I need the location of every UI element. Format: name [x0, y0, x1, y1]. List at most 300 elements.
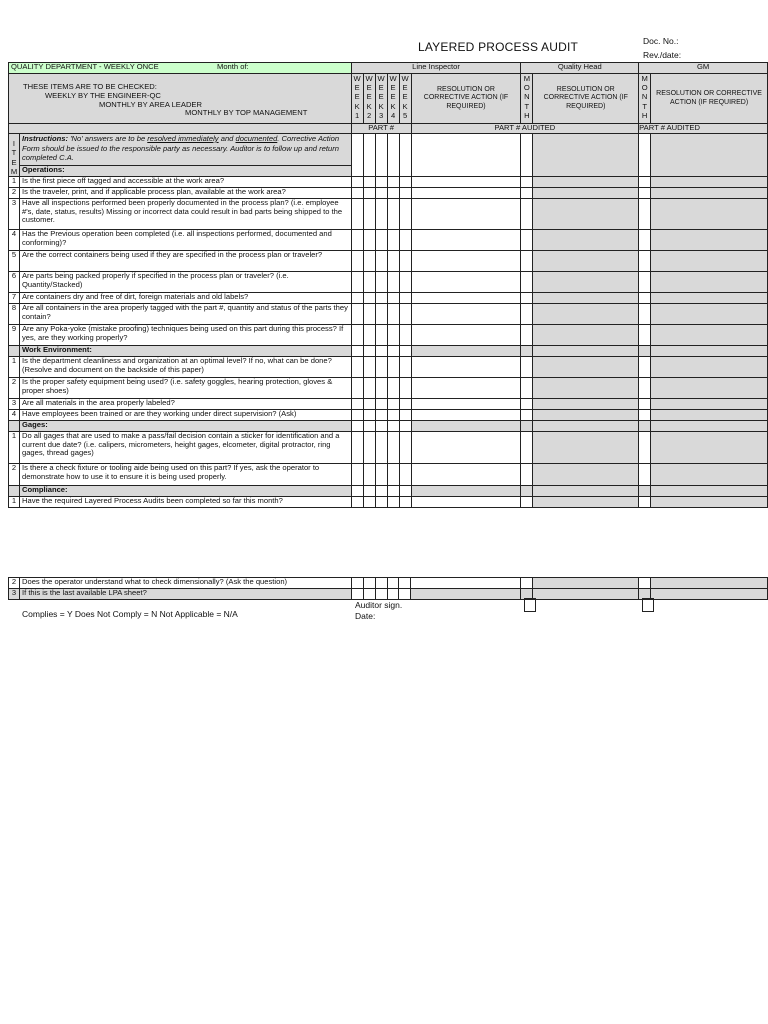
resolution-cell-3[interactable] [651, 304, 768, 325]
month-cell-1[interactable] [521, 177, 533, 188]
header-letter: K [378, 101, 384, 111]
month-cell-2[interactable] [639, 421, 651, 432]
month-cell-1[interactable] [521, 421, 533, 432]
week-4-cell[interactable] [387, 410, 399, 421]
resolution-cell-2[interactable] [533, 346, 639, 357]
header-letter: K [402, 101, 408, 111]
month-cell-2[interactable] [639, 432, 651, 464]
month-cell-1[interactable] [521, 399, 533, 410]
resolution-cell-3[interactable] [651, 134, 768, 177]
week-4-cell[interactable] [387, 325, 399, 346]
part-label-blank [9, 124, 352, 134]
week-1-cell[interactable] [351, 421, 363, 432]
header-letter: T [642, 101, 647, 111]
month-cell-2[interactable] [639, 464, 651, 486]
resolution-cell-3[interactable] [651, 346, 768, 357]
week-2-cell[interactable] [363, 199, 375, 230]
week-1-cell[interactable] [351, 378, 363, 399]
month-cell-2[interactable] [639, 251, 651, 272]
week-2-cell[interactable] [363, 578, 375, 589]
question-row [9, 199, 768, 230]
week-2-cell[interactable] [363, 293, 375, 304]
question-text: Are any Poka-yoke (mistake proofing) techniques being used on this part during this process? If yes, are they working properly? [19, 325, 351, 346]
resolution-cell-3[interactable] [651, 293, 768, 304]
month-header-1 [521, 74, 533, 124]
week-1-cell[interactable] [351, 230, 363, 251]
question-row [9, 272, 768, 293]
question-text: Is the first piece off tagged and accessible at the work area? [19, 177, 351, 188]
week-1-cell[interactable] [351, 357, 363, 378]
question-row [9, 325, 768, 346]
question-text: Are the correct containers being used if they are specified in the process plan or traveler? [19, 251, 351, 272]
resolution-cell-2[interactable] [533, 486, 639, 497]
week-5-cell[interactable] [399, 346, 411, 357]
resolution-cell-2[interactable] [533, 188, 639, 199]
resolution-cell-2[interactable] [533, 230, 639, 251]
auditor-sign-label: Auditor sign. [355, 600, 403, 610]
auditor-sign-box-quality[interactable] [524, 598, 536, 612]
week-5-cell[interactable] [399, 134, 411, 177]
question-text: Has the Previous operation been completed (i.e. all inspections performed, documented and conforming)? [19, 230, 351, 251]
resolution-cell-1[interactable] [411, 497, 521, 508]
instructions-row [9, 134, 768, 166]
week-2-cell[interactable] [363, 464, 375, 486]
week-1-cell[interactable] [351, 497, 363, 508]
resolution-cell-2[interactable] [533, 199, 639, 230]
header-letter: W [365, 74, 373, 83]
week-2-cell[interactable] [363, 486, 375, 497]
resolution-cell-2[interactable] [533, 589, 639, 600]
resolution-cell-1[interactable] [411, 589, 521, 600]
month-cell-2[interactable] [639, 486, 651, 497]
week-5-cell[interactable] [399, 272, 411, 293]
resolution-cell-3[interactable] [651, 410, 768, 421]
week-4-cell[interactable] [387, 177, 399, 188]
resolution-cell-2[interactable] [533, 421, 639, 432]
resolution-cell-3[interactable] [651, 325, 768, 346]
week-3-cell[interactable] [375, 230, 387, 251]
instructions-resolved: resolved immediately [147, 134, 219, 143]
week-2-cell[interactable] [363, 346, 375, 357]
week-3-cell[interactable] [375, 325, 387, 346]
month-cell-2[interactable] [639, 134, 651, 177]
week-4-cell[interactable] [387, 421, 399, 432]
item-number: 1 [9, 357, 20, 378]
week-1-cell[interactable] [351, 578, 363, 589]
week-1-cell[interactable] [351, 304, 363, 325]
item-column-header [9, 134, 20, 177]
week-4-cell[interactable] [387, 272, 399, 293]
month-cell-1[interactable] [521, 134, 533, 177]
month-cell-1[interactable] [521, 346, 533, 357]
month-cell-2[interactable] [639, 199, 651, 230]
week-2-cell[interactable] [363, 325, 375, 346]
question-text: Is there a check fixture or tooling aide being used on this part? If yes, ask the operator to demonstrate how to use it to ensure it is being used properly. [19, 464, 351, 486]
header-letter: M [10, 166, 18, 176]
week-3-cell[interactable] [375, 272, 387, 293]
section-compliance-row [9, 486, 768, 497]
week-3-cell[interactable] [375, 497, 387, 508]
section-operations: Operations: [19, 166, 351, 177]
week-4-cell[interactable] [387, 199, 399, 230]
week-4-cell[interactable] [387, 134, 399, 177]
item-number [9, 346, 20, 357]
week-3-cell[interactable] [375, 378, 387, 399]
week-1-cell[interactable] [351, 199, 363, 230]
week-5-cell[interactable] [399, 432, 411, 464]
week-4-cell[interactable] [387, 304, 399, 325]
header-letter: E [366, 83, 372, 93]
month-cell-2[interactable] [639, 177, 651, 188]
question-text: If this is the last available LPA sheet? [19, 589, 351, 600]
week-1-cell[interactable] [351, 464, 363, 486]
month-cell-2[interactable] [639, 230, 651, 251]
header-letter: E [378, 92, 384, 102]
item-number [9, 486, 20, 497]
week-4-cell[interactable] [387, 432, 399, 464]
week-4-cell[interactable] [387, 464, 399, 486]
resolution-cell-1[interactable] [411, 432, 521, 464]
auditor-sign-box-gm[interactable] [642, 598, 654, 612]
week-2-cell[interactable] [363, 357, 375, 378]
month-cell-2[interactable] [639, 399, 651, 410]
part-audited-label-1: PART # AUDITED [411, 124, 639, 134]
question-row [9, 188, 768, 199]
header-letter: 5 [402, 110, 408, 120]
resolution-cell-1[interactable] [411, 486, 521, 497]
week-3-cell[interactable] [375, 578, 387, 589]
item-number [9, 421, 20, 432]
month-cell-2[interactable] [639, 357, 651, 378]
question-text: Are parts being packed properly if specified in the process plan or traveler? (i.e. Quantity/Stacked) [19, 272, 351, 293]
week-5-cell[interactable] [399, 464, 411, 486]
week-3-cell[interactable] [375, 293, 387, 304]
month-cell-2[interactable] [639, 293, 651, 304]
resolution-cell-1[interactable] [411, 346, 521, 357]
month-cell-1[interactable] [521, 486, 533, 497]
resolution-cell-1[interactable] [411, 410, 521, 421]
resolution-header-1: RESOLUTION OR CORRECTIVE ACTION (IF REQUIRED) [411, 74, 521, 124]
week-2-cell[interactable] [363, 272, 375, 293]
question-row [9, 304, 768, 325]
instructions-text-5: . Corrective Action Form should be issued to the responsible party as necessary. Auditor is to follow up and return completed C.A. [21, 134, 340, 162]
week-2-cell[interactable] [363, 134, 375, 177]
resolution-cell-3[interactable] [651, 251, 768, 272]
week-4-cell[interactable] [387, 399, 399, 410]
week-4-cell[interactable] [387, 378, 399, 399]
week-2-cell[interactable] [363, 378, 375, 399]
item-number: 1 [9, 432, 20, 464]
resolution-cell-3[interactable] [651, 464, 768, 486]
week-2-cell[interactable] [363, 410, 375, 421]
month-cell-1[interactable] [521, 325, 533, 346]
week-5-cell[interactable] [399, 497, 411, 508]
week-4-cell[interactable] [387, 497, 399, 508]
compliance-extra-table [8, 577, 768, 600]
week-3-cell[interactable] [375, 421, 387, 432]
check-line-1: THESE ITEMS ARE TO BE CHECKED: [23, 82, 157, 92]
month-cell-2[interactable] [639, 304, 651, 325]
resolution-cell-2[interactable] [533, 399, 639, 410]
week-5-cell[interactable] [399, 410, 411, 421]
question-text: Is the traveler, print, and if applicable process plan, available at the work area? [19, 188, 351, 199]
week-3-header [375, 74, 387, 124]
week-2-cell[interactable] [363, 589, 375, 600]
month-cell-1[interactable] [521, 497, 533, 508]
week-2-cell[interactable] [363, 177, 375, 188]
week-4-cell[interactable] [387, 293, 399, 304]
resolution-header-3: RESOLUTION OR CORRECTIVE ACTION (IF REQUIRED) [651, 74, 768, 124]
resolution-cell-3[interactable] [651, 378, 768, 399]
week-4-cell[interactable] [387, 251, 399, 272]
month-cell-1[interactable] [521, 199, 533, 230]
week-1-cell[interactable] [351, 589, 363, 600]
resolution-cell-3[interactable] [651, 497, 768, 508]
week-3-cell[interactable] [375, 188, 387, 199]
resolution-cell-1[interactable] [411, 464, 521, 486]
month-cell-2[interactable] [639, 410, 651, 421]
month-2-letters [639, 74, 650, 120]
week-3-cell[interactable] [375, 346, 387, 357]
month-cell-1[interactable] [521, 293, 533, 304]
column-header-row [9, 74, 768, 124]
resolution-cell-3[interactable] [651, 230, 768, 251]
week-1-cell[interactable] [351, 486, 363, 497]
week-2-cell[interactable] [363, 497, 375, 508]
section-gages-row [9, 421, 768, 432]
resolution-cell-1[interactable] [411, 251, 521, 272]
week-4-header [387, 74, 399, 124]
resolution-cell-1[interactable] [411, 378, 521, 399]
week-2-cell[interactable] [363, 230, 375, 251]
resolution-cell-3[interactable] [651, 357, 768, 378]
resolution-cell-3[interactable] [651, 199, 768, 230]
resolution-cell-2[interactable] [533, 378, 639, 399]
resolution-cell-1[interactable] [411, 188, 521, 199]
week-1-cell[interactable] [351, 432, 363, 464]
week-4-cell[interactable] [387, 589, 399, 600]
resolution-cell-2[interactable] [533, 432, 639, 464]
resolution-cell-3[interactable] [651, 188, 768, 199]
week-5-cell[interactable] [399, 325, 411, 346]
header-letter: H [641, 110, 648, 120]
department-label: QUALITY DEPARTMENT - WEEKLY ONCE [11, 62, 159, 71]
resolution-cell-1[interactable] [411, 177, 521, 188]
week-5-cell[interactable] [399, 177, 411, 188]
month-cell-2[interactable] [639, 188, 651, 199]
resolution-cell-1[interactable] [411, 230, 521, 251]
week-2-header [363, 74, 375, 124]
resolution-cell-1[interactable] [411, 199, 521, 230]
resolution-cell-3[interactable] [651, 486, 768, 497]
resolution-cell-1[interactable] [411, 578, 521, 589]
week-1-cell[interactable] [351, 272, 363, 293]
header-letter: 2 [367, 110, 372, 120]
item-number: 4 [9, 230, 20, 251]
legend-text: Complies = Y Does Not Comply = N Not Applicable = N/A [22, 609, 238, 619]
resolution-cell-2[interactable] [533, 497, 639, 508]
resolution-cell-2[interactable] [533, 410, 639, 421]
header-letter: M [641, 74, 648, 83]
doc-no-label: Doc. No.: [643, 36, 679, 46]
resolution-cell-3[interactable] [651, 399, 768, 410]
month-cell-2[interactable] [639, 272, 651, 293]
week-3-cell[interactable] [375, 177, 387, 188]
resolution-cell-3[interactable] [651, 432, 768, 464]
month-cell-1[interactable] [521, 357, 533, 378]
week-5-cell[interactable] [399, 251, 411, 272]
resolution-cell-1[interactable] [411, 421, 521, 432]
resolution-cell-3[interactable] [651, 177, 768, 188]
header-letter: T [11, 148, 17, 158]
month-cell-2[interactable] [639, 325, 651, 346]
month-cell-2[interactable] [639, 578, 651, 589]
question-row [9, 230, 768, 251]
month-cell-2[interactable] [639, 378, 651, 399]
resolution-cell-1[interactable] [411, 293, 521, 304]
resolution-cell-2[interactable] [533, 272, 639, 293]
instructions-cell [19, 134, 351, 166]
resolution-cell-1[interactable] [411, 134, 521, 177]
resolution-cell-1[interactable] [411, 325, 521, 346]
week-3-letters [376, 74, 387, 120]
resolution-cell-3[interactable] [651, 421, 768, 432]
question-text: Is the proper safety equipment being used? (i.e. safety goggles, hearing protection, gloves & proper shoes) [19, 378, 351, 399]
resolution-cell-2[interactable] [533, 251, 639, 272]
part-no-label: PART # [351, 124, 411, 134]
month-cell-1[interactable] [521, 464, 533, 486]
week-5-cell[interactable] [399, 486, 411, 497]
week-1-cell[interactable] [351, 346, 363, 357]
week-4-letters [388, 74, 399, 120]
question-row [9, 410, 768, 421]
week-3-cell[interactable] [375, 432, 387, 464]
section-work-environment-row [9, 346, 768, 357]
resolution-cell-3[interactable] [651, 272, 768, 293]
week-5-cell[interactable] [399, 188, 411, 199]
question-text: Have all inspections performed been properly documented in the process plan? (i.e. employee #'s, date, status, results) Missing or incorrect data could result in bad parts being shipped to the customer. [19, 199, 351, 230]
header-letter: 4 [390, 110, 396, 120]
month-cell-2[interactable] [639, 497, 651, 508]
week-2-cell[interactable] [363, 399, 375, 410]
resolution-cell-3[interactable] [651, 589, 768, 600]
week-5-cell[interactable] [399, 578, 411, 589]
header-letter: 3 [378, 110, 384, 120]
month-cell-1[interactable] [521, 230, 533, 251]
week-3-cell[interactable] [375, 486, 387, 497]
week-3-cell[interactable] [375, 589, 387, 600]
week-3-cell[interactable] [375, 399, 387, 410]
question-row [9, 251, 768, 272]
header-letter: H [524, 110, 530, 120]
week-4-cell[interactable] [387, 188, 399, 199]
week-3-cell[interactable] [375, 199, 387, 230]
item-number: 2 [9, 464, 20, 486]
week-1-cell[interactable] [351, 293, 363, 304]
week-2-cell[interactable] [363, 188, 375, 199]
week-1-cell[interactable] [351, 399, 363, 410]
week-3-cell[interactable] [375, 410, 387, 421]
resolution-cell-2[interactable] [533, 134, 639, 177]
resolution-cell-3[interactable] [651, 578, 768, 589]
week-5-cell[interactable] [399, 230, 411, 251]
resolution-cell-2[interactable] [533, 293, 639, 304]
month-cell-1[interactable] [521, 378, 533, 399]
month-cell-1[interactable] [521, 251, 533, 272]
week-3-cell[interactable] [375, 251, 387, 272]
week-1-cell[interactable] [351, 134, 363, 177]
week-4-cell[interactable] [387, 486, 399, 497]
week-4-cell[interactable] [387, 346, 399, 357]
resolution-cell-2[interactable] [533, 177, 639, 188]
month-cell-1[interactable] [521, 188, 533, 199]
week-5-cell[interactable] [399, 378, 411, 399]
week-5-cell[interactable] [399, 421, 411, 432]
week-3-cell[interactable] [375, 357, 387, 378]
week-2-cell[interactable] [363, 421, 375, 432]
date-label: Date: [355, 611, 376, 621]
question-row [9, 357, 768, 378]
week-1-cell[interactable] [351, 188, 363, 199]
week-1-cell[interactable] [351, 177, 363, 188]
header-letter: W [353, 74, 361, 83]
month-1-letters [521, 74, 532, 120]
resolution-cell-2[interactable] [533, 357, 639, 378]
resolution-cell-1[interactable] [411, 304, 521, 325]
week-5-cell[interactable] [399, 589, 411, 600]
week-3-cell[interactable] [375, 464, 387, 486]
resolution-cell-2[interactable] [533, 578, 639, 589]
resolution-cell-1[interactable] [411, 357, 521, 378]
week-2-cell[interactable] [363, 304, 375, 325]
week-5-cell[interactable] [399, 199, 411, 230]
header-letter: 1 [355, 110, 360, 120]
check-line-2: WEEKLY BY THE ENGINEER-QC [45, 90, 161, 100]
week-5-cell[interactable] [399, 399, 411, 410]
week-5-cell[interactable] [399, 357, 411, 378]
week-2-cell[interactable] [363, 432, 375, 464]
week-4-cell[interactable] [387, 357, 399, 378]
question-row [9, 378, 768, 399]
week-2-letters [364, 74, 375, 120]
month-cell-1[interactable] [521, 272, 533, 293]
resolution-cell-1[interactable] [411, 399, 521, 410]
week-5-cell[interactable] [399, 304, 411, 325]
week-5-cell[interactable] [399, 293, 411, 304]
month-cell-2[interactable] [639, 346, 651, 357]
resolution-cell-2[interactable] [533, 464, 639, 486]
week-1-cell[interactable] [351, 410, 363, 421]
header-letter: W [401, 74, 409, 83]
item-number: 8 [9, 304, 20, 325]
month-cell-1[interactable] [521, 304, 533, 325]
question-text: Are all materials in the area properly labeled? [19, 399, 351, 410]
week-3-cell[interactable] [375, 134, 387, 177]
resolution-cell-1[interactable] [411, 272, 521, 293]
week-1-cell[interactable] [351, 325, 363, 346]
month-cell-1[interactable] [521, 432, 533, 464]
week-1-cell[interactable] [351, 251, 363, 272]
week-4-cell[interactable] [387, 578, 399, 589]
resolution-cell-2[interactable] [533, 325, 639, 346]
week-2-cell[interactable] [363, 251, 375, 272]
resolution-cell-2[interactable] [533, 304, 639, 325]
week-4-cell[interactable] [387, 230, 399, 251]
month-cell-1[interactable] [521, 578, 533, 589]
item-number: 3 [9, 199, 20, 230]
month-cell-1[interactable] [521, 410, 533, 421]
week-3-cell[interactable] [375, 304, 387, 325]
